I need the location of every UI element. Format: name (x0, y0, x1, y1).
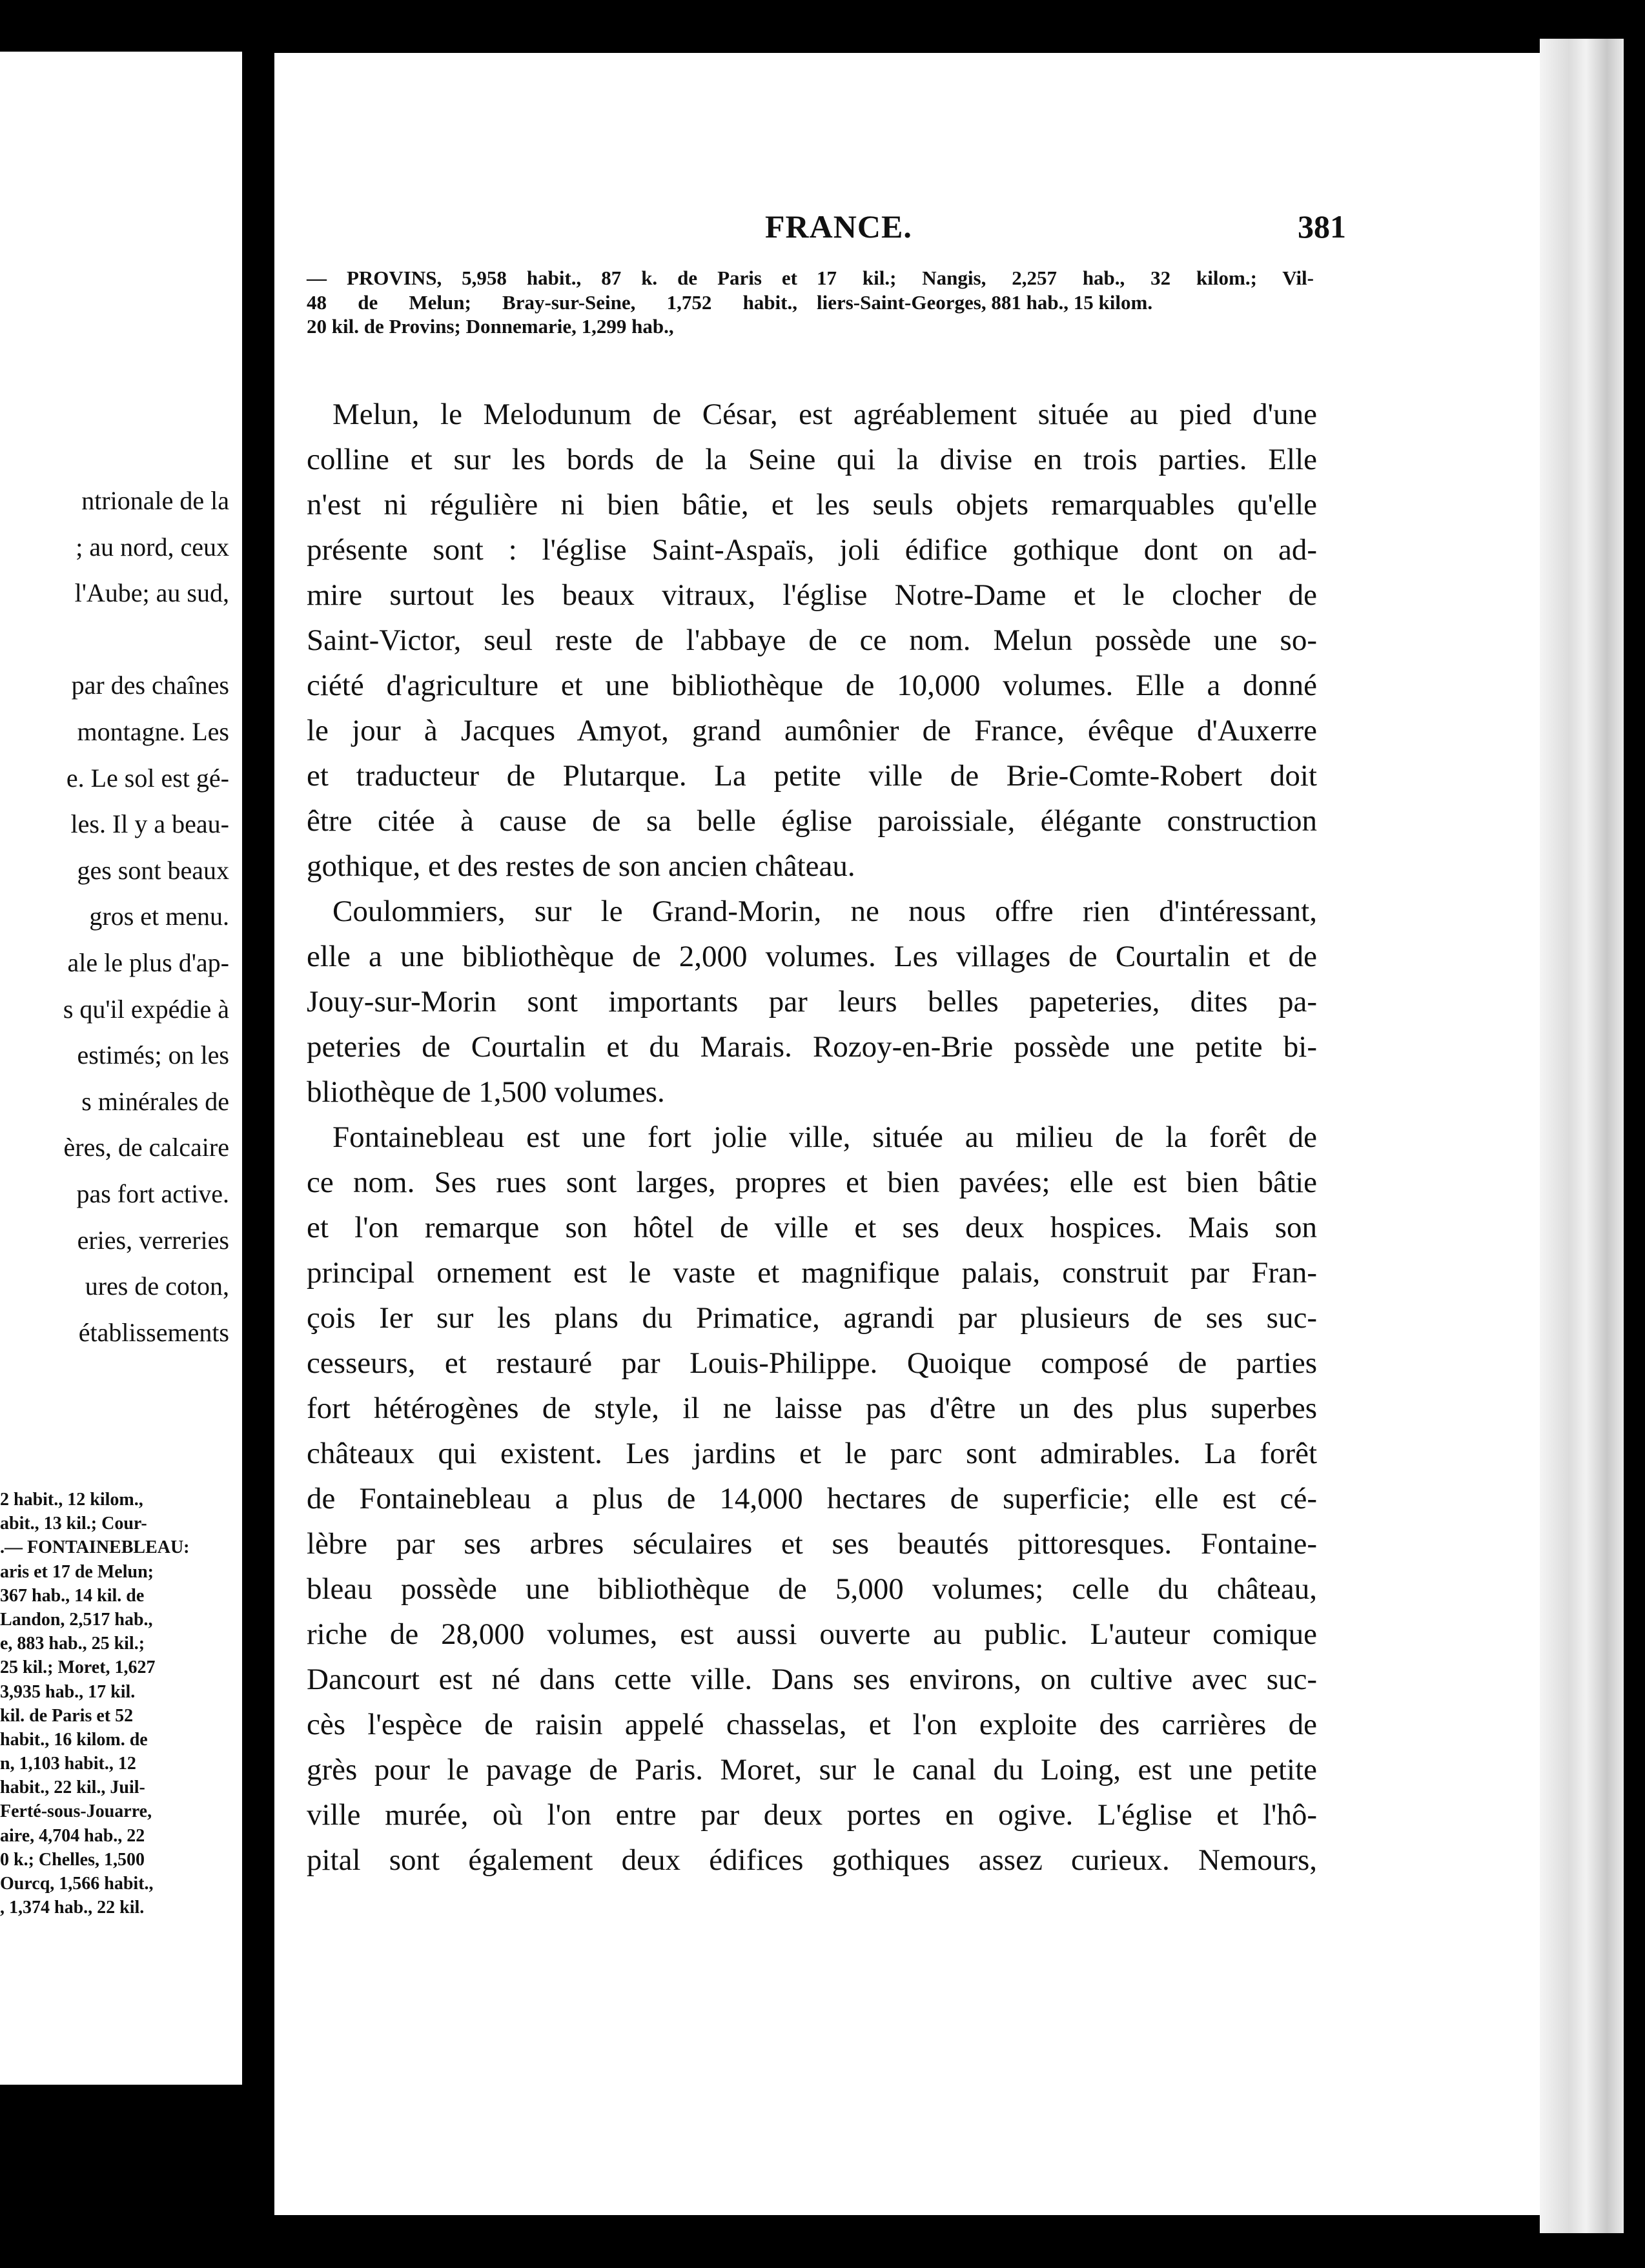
note-line: 3,935 hab., 17 kil. (0, 1681, 136, 1702)
page-edge (1540, 39, 1624, 2233)
note-line: 0 k.; Chelles, 1,500 (0, 1849, 145, 1870)
text-line: ville murée, où l'on entre par deux portes en ogive. L'église et l'hô- (307, 1798, 1317, 1832)
note-line: .— FONTAINEBLEAU: (0, 1537, 190, 1558)
note-line: 2 habit., 12 kilom., (0, 1490, 143, 1510)
note-line: liers-Saint-Georges, 881 hab., 15 kilom. (817, 290, 1153, 314)
text-line: gros et menu. (89, 902, 229, 931)
text-line: châteaux qui existent. Les jardins et le parc sont admirables. La forêt (307, 1437, 1317, 1470)
text-line: ges sont beaux (77, 855, 229, 885)
page-number: 381 (1298, 208, 1346, 245)
text-line: bliothèque de 1,500 volumes. (307, 1075, 665, 1109)
text-line: et l'on remarque son hôtel de ville et ses deux hospices. Mais son (307, 1211, 1317, 1244)
note-line: 25 kil.; Moret, 1,627 (0, 1657, 156, 1678)
text-line: Fontainebleau est une fort jolie ville, située au milieu de la forêt de (332, 1120, 1317, 1154)
text-line: gothique, et des restes de son ancien château. (307, 849, 855, 883)
note-line: abit., 13 kil.; Cour- (0, 1514, 147, 1534)
text-line: ures de coton, (85, 1271, 229, 1301)
text-line: ale le plus d'ap- (67, 947, 229, 977)
text-line: montagne. Les (77, 716, 229, 746)
text-line: Jouy-sur-Morin sont importants par leurs belles papeteries, dites pa- (307, 985, 1317, 1018)
text-line: principal ornement est le vaste et magnifique palais, construit par Fran- (307, 1256, 1317, 1290)
text-line: çois Ier sur les plans du Primatice, agrandi par plusieurs de ses suc- (307, 1301, 1317, 1335)
running-head (300, 208, 1346, 259)
text-line: ciété d'agriculture et une bibliothèque de 10,000 volumes. Elle a donné (307, 669, 1317, 702)
left-page-text (0, 478, 229, 1355)
text-line: ères, de calcaire (63, 1133, 229, 1162)
text-line: eries, verreries (77, 1225, 229, 1255)
text-line: Melun, le Melodunum de César, est agréablement située au pied d'une (332, 398, 1317, 431)
text-line: pital sont également deux édifices gothiques assez curieux. Nemours, (307, 1843, 1317, 1877)
text-line: être citée à cause de sa belle église paroissiale, élégante construction (307, 804, 1317, 838)
note-line: Ferté-sous-Jouarre, (0, 1801, 152, 1822)
text-line: l'Aube; au sud, (74, 578, 229, 608)
text-line: ce nom. Ses rues sont larges, propres et bien pavées; elle est bien bâtie (307, 1166, 1317, 1199)
text-line: riche de 28,000 volumes, est aussi ouverte au public. L'auteur comique (307, 1617, 1317, 1651)
note-line: 17 kil.; Nangis, 2,257 hab., 32 kilom.; Vil- (817, 267, 1314, 289)
text-line: Saint-Victor, seul reste de l'abbaye de ce nom. Melun possède une so- (307, 623, 1317, 657)
note-line: 367 hab., 14 kil. de (0, 1585, 145, 1606)
note-line: e, 883 hab., 25 kil.; (0, 1634, 145, 1654)
text-line: n'est ni régulière ni bien bâtie, et les seuls objets remarquables qu'elle (307, 488, 1317, 521)
body-text (307, 392, 1317, 1883)
note-line: kil. de Paris et 52 (0, 1705, 134, 1726)
text-line: cesseurs, et restauré par Louis-Philippe. Quoique composé de parties (307, 1346, 1317, 1380)
note-line: n, 1,103 habit., 12 (0, 1754, 136, 1774)
note-line: aire, 4,704 hab., 22 (0, 1825, 145, 1846)
text-line: présente sont : l'église Saint-Aspaïs, joli édifice gothique dont on ad- (307, 533, 1317, 567)
page-title: FRANCE. (765, 208, 912, 245)
text-line: elle a une bibliothèque de 2,000 volumes. Les villages de Courtalin et de (307, 940, 1317, 973)
left-facing-page (0, 52, 242, 2085)
note-line: Ourcq, 1,566 habit., (0, 1874, 154, 1894)
text-line: le jour à Jacques Amyot, grand aumônier de France, évêque d'Auxerre (307, 714, 1317, 747)
note-line: — PROVINS, 5,958 habit., 87 k. de Paris et (307, 267, 797, 289)
note-line: 20 kil. de Provins; Donnemarie, 1,299 hab., (307, 315, 674, 338)
text-line: Dancourt est né dans cette ville. Dans ses environs, on cultive avec suc- (307, 1663, 1317, 1696)
text-line: ntrionale de la (81, 486, 229, 515)
text-line: s minérales de (81, 1086, 229, 1116)
notes-column-left (307, 266, 797, 339)
note-line: habit., 16 kilom. de (0, 1729, 148, 1750)
notes-column-right (817, 266, 1314, 314)
main-page (274, 53, 1540, 2215)
text-line: établissements (78, 1317, 229, 1347)
note-line: habit., 22 kil., Juil- (0, 1777, 145, 1798)
text-line: de Fontainebleau a plus de 14,000 hectares de superficie; elle est cé- (307, 1482, 1317, 1515)
text-line: peteries de Courtalin et du Marais. Rozoy-en-Brie possède une petite bi- (307, 1030, 1317, 1064)
note-line: aris et 17 de Melun; (0, 1561, 154, 1582)
note-line: 48 de Melun; Bray-sur-Seine, 1,752 habit., (307, 290, 797, 314)
text-line: fort hétérogènes de style, il ne laisse pas d'être un des plus superbes (307, 1392, 1317, 1425)
text-line: e. Le sol est gé- (66, 763, 229, 793)
text-line: mire surtout les beaux vitraux, l'église Notre-Dame et le clocher de (307, 578, 1317, 612)
left-page-notes (0, 1488, 229, 1919)
text-line: lèbre par ses arbres séculaires et ses beautés pittoresques. Fontaine- (307, 1527, 1317, 1561)
text-line: grès pour le pavage de Paris. Moret, sur le canal du Loing, est une petite (307, 1753, 1317, 1787)
note-line: , 1,374 hab., 22 kil. (0, 1898, 145, 1918)
text-line: ; au nord, ceux (76, 532, 229, 562)
text-line: colline et sur les bords de la Seine qui la divise en trois parties. Elle (307, 443, 1317, 476)
note-line: Landon, 2,517 hab., (0, 1609, 153, 1630)
text-line: par des chaînes (71, 671, 229, 700)
text-line: bleau possède une bibliothèque de 5,000 volumes; celle du château, (307, 1572, 1317, 1606)
text-line: les. Il y a beau- (70, 809, 229, 839)
text-line: estimés; on les (77, 1040, 229, 1070)
text-line: cès l'espèce de raisin appelé chasselas, et l'on exploite des carrières de (307, 1708, 1317, 1741)
text-line: s qu'il expédie à (63, 994, 229, 1024)
text-line: et traducteur de Plutarque. La petite ville de Brie-Comte-Robert doit (307, 759, 1317, 793)
text-line (0, 616, 229, 663)
text-line: pas fort active. (76, 1179, 229, 1208)
text-line: Coulommiers, sur le Grand-Morin, ne nous offre rien d'intéressant, (332, 895, 1317, 928)
